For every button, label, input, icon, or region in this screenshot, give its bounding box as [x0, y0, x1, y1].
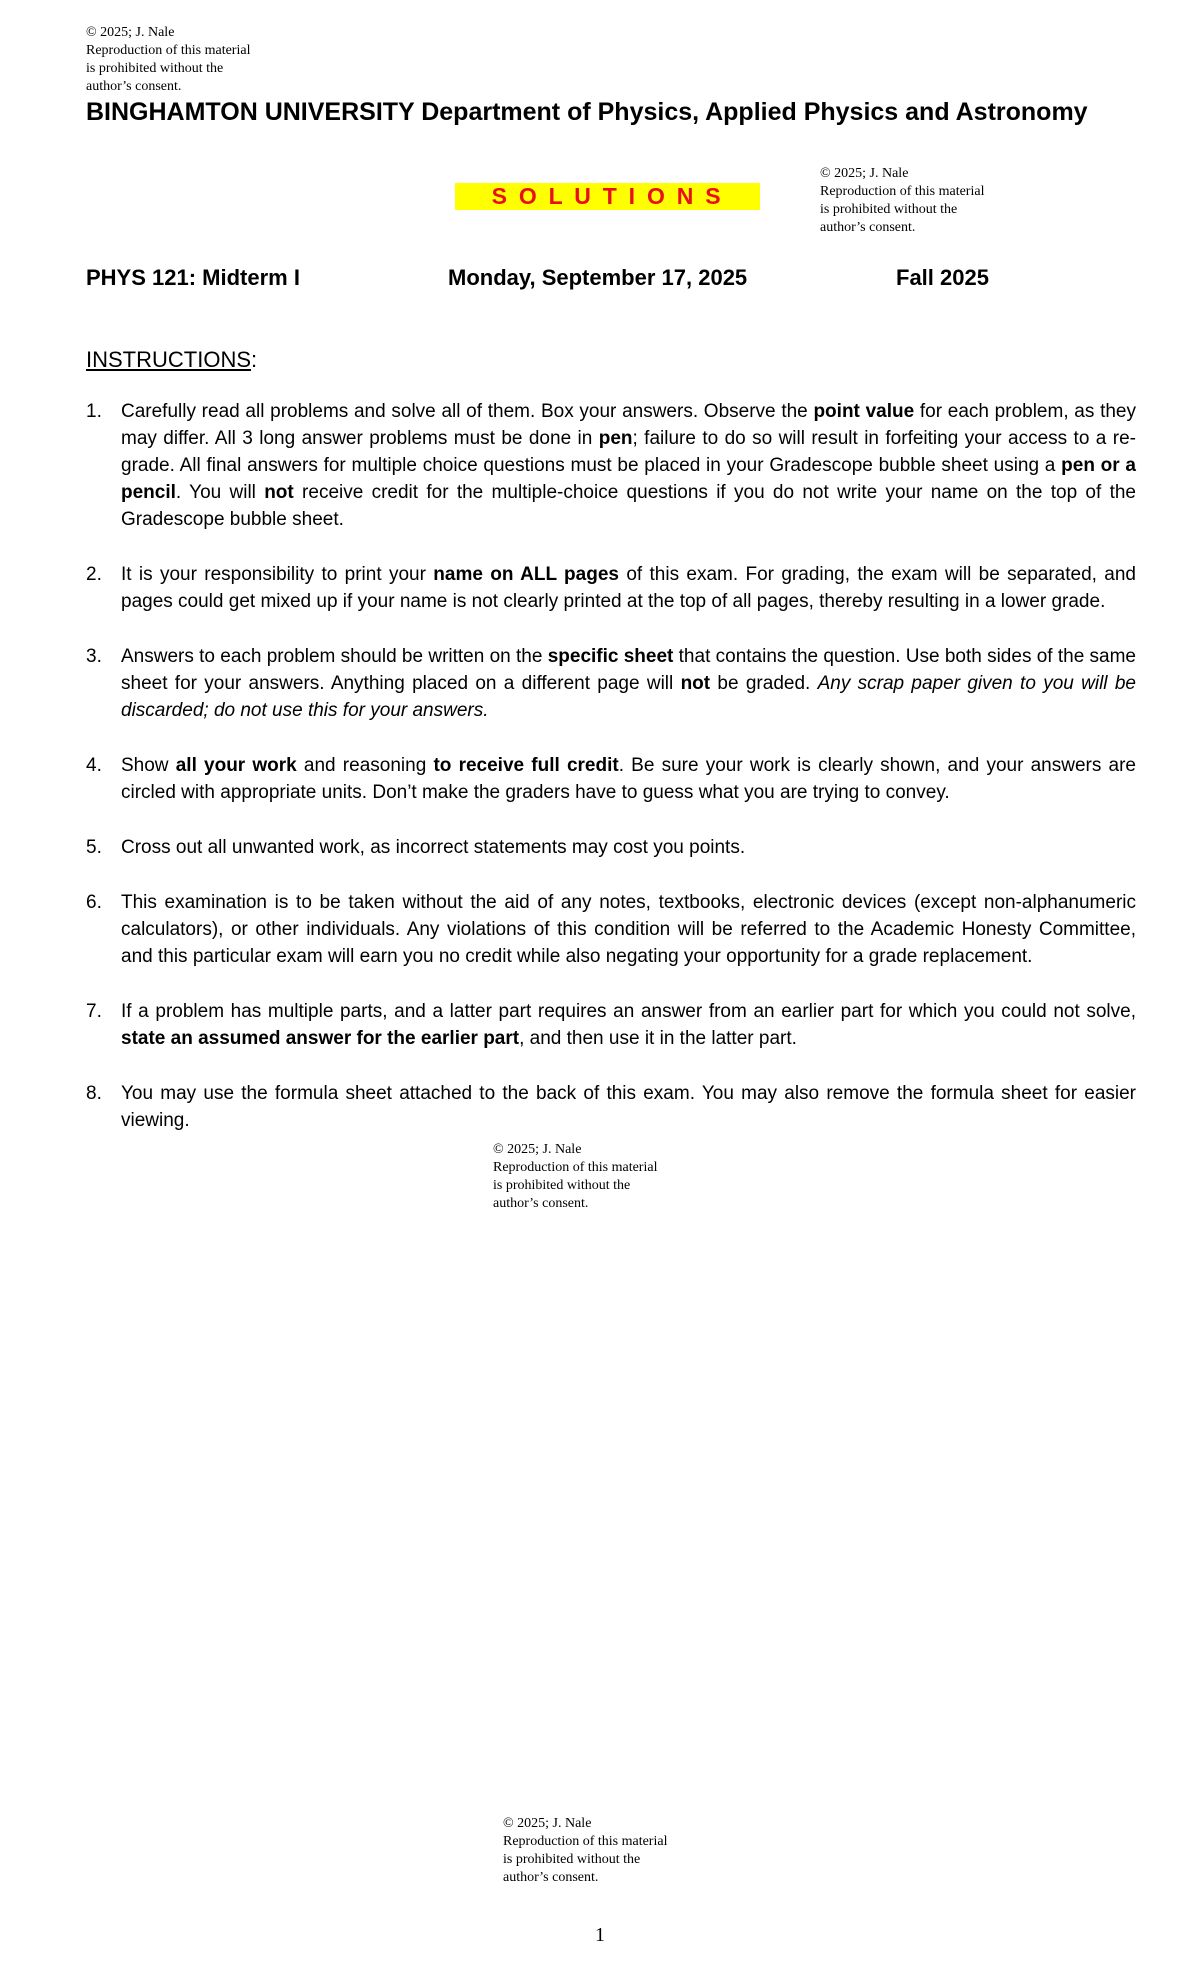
text-run: ; failure to do so will result in forfeiting your access to a re-grade. All final answers for multiple choice questions must be placed in your Gradescope bubble sheet using a [121, 428, 1136, 476]
instruction-number: 6. [86, 892, 102, 913]
text-run: . Be sure your work is clearly shown, and your answers are circled with appropriate units. Don’t make the graders have to guess what you are trying to convey. [121, 755, 1136, 803]
copyright-line: is prohibited without the [503, 1852, 641, 1867]
copyright-line: Reproduction of this material [820, 184, 985, 199]
copyright-line: Reproduction of this material [86, 43, 251, 58]
copyright-line: is prohibited without the [493, 1178, 631, 1193]
instruction-item [86, 998, 1136, 1052]
solutions-banner: S O L U T I O N S [455, 183, 760, 210]
copyright-notice-top-left [86, 24, 250, 96]
instruction-text [121, 401, 1136, 530]
instruction-item [86, 398, 1136, 533]
exam-term: Fall 2025 [896, 265, 989, 290]
emphasis-bold: name on ALL pages [433, 564, 619, 585]
instruction-text [121, 564, 1136, 612]
instruction-text [121, 755, 1136, 803]
instruction-item [86, 889, 1136, 970]
text-run: Cross out all unwanted work, as incorrect statements may cost you points. [121, 837, 746, 858]
copyright-line: Reproduction of this material [503, 1834, 668, 1849]
instruction-number: 7. [86, 1001, 102, 1022]
instruction-item [86, 834, 1136, 861]
copyright-line: author’s consent. [503, 1870, 599, 1885]
emphasis-bold: state an assumed answer for the earlier part [121, 1028, 520, 1049]
copyright-line: author’s consent. [820, 220, 916, 235]
instruction-number: 5. [86, 837, 102, 858]
text-run: Carefully read all problems and solve all of them. Box your answers. Observe the [121, 401, 814, 422]
instruction-text [121, 1001, 1136, 1049]
emphasis-bold: not [680, 673, 711, 694]
copyright-line: author’s consent. [86, 79, 182, 94]
instruction-number: 8. [86, 1083, 102, 1104]
copyright-line: is prohibited without the [820, 202, 958, 217]
exam-date: Monday, September 17, 2025 [448, 265, 748, 290]
course-title: PHYS 121: Midterm I [86, 265, 300, 290]
copyright-notice-middle [493, 1141, 657, 1213]
copyright-line: Reproduction of this material [493, 1160, 658, 1175]
copyright-notice-top-right [820, 165, 984, 237]
text-run: for each problem, as they may differ. All 3 long answer problems must be done in [121, 401, 1136, 449]
text-run: receive credit for the multiple-choice questions if you do not write your name on the top of the Gradescope bubble sheet. [121, 482, 1136, 530]
emphasis-bold: pen or a pencil [121, 455, 1136, 503]
instructions-heading-text: INSTRUCTIONS [86, 347, 251, 372]
text-run: Show [121, 755, 176, 776]
text-run: You may use the formula sheet attached to the back of this exam. You may also remove the formula sheet for easier viewing. [121, 1083, 1136, 1131]
instruction-text [121, 1083, 1136, 1131]
instruction-text [121, 892, 1136, 967]
instruction-item [86, 1080, 1136, 1134]
emphasis-bold: not [264, 482, 294, 503]
department-heading: BINGHAMTON UNIVERSITY Department of Physics, Applied Physics and Astronomy [86, 98, 1088, 126]
text-run: of this exam. For grading, the exam will be separated, and pages could get mixed up if your name is not clearly printed at the top of all pages, thereby resulting in a lower grade. [121, 564, 1136, 612]
instruction-number: 4. [86, 755, 102, 776]
emphasis-bold: all your work [175, 755, 297, 776]
instruction-item [86, 561, 1136, 615]
instruction-text [121, 837, 745, 858]
text-run: It is your responsibility to print your [121, 564, 434, 585]
instructions-heading [86, 347, 257, 373]
instruction-item [86, 752, 1136, 806]
copyright-line: © 2025; J. Nale [493, 1142, 582, 1157]
text-run: that contains the question. Use both sides of the same sheet for your answers. Anything placed on a different page will [121, 646, 1136, 694]
copyright-notice-bottom [503, 1815, 667, 1887]
emphasis-bold: to receive full credit [433, 755, 619, 776]
text-run: Answers to each problem should be written on the [121, 646, 548, 667]
text-run: be graded. [710, 673, 818, 694]
copyright-line: is prohibited without the [86, 61, 224, 76]
emphasis-italic: Any scrap paper given to you will be discarded; do not use this for your answers. [121, 673, 1136, 721]
instruction-number: 1. [86, 401, 102, 422]
instructions-list [86, 398, 1136, 1162]
text-run: . You will [175, 482, 265, 503]
copyright-line: author’s consent. [493, 1196, 589, 1211]
instruction-number: 3. [86, 646, 102, 667]
instruction-number: 2. [86, 564, 102, 585]
text-run: This examination is to be taken without the aid of any notes, textbooks, electronic devices (except non-alphanumeric calculators), or other individuals. Any violations of this condition will be referred to the Academic Honesty Committee, and this particular exam will earn you no credit while also negating your opportunity for a grade replacement. [121, 892, 1136, 967]
instruction-item [86, 643, 1136, 724]
instructions-heading-colon: : [251, 347, 258, 372]
emphasis-bold: pen [598, 428, 633, 449]
text-run: and reasoning [296, 755, 434, 776]
copyright-line: © 2025; J. Nale [86, 25, 175, 40]
emphasis-bold: point value [813, 401, 915, 422]
instruction-text [121, 646, 1136, 721]
copyright-line: © 2025; J. Nale [503, 1816, 592, 1831]
text-run: , and then use it in the latter part. [519, 1028, 797, 1049]
text-run: If a problem has multiple parts, and a latter part requires an answer from an earlier part for which you could not solve, [121, 1001, 1136, 1022]
page-number: 1 [595, 1924, 605, 1946]
emphasis-bold: specific sheet [547, 646, 674, 667]
copyright-line: © 2025; J. Nale [820, 166, 909, 181]
